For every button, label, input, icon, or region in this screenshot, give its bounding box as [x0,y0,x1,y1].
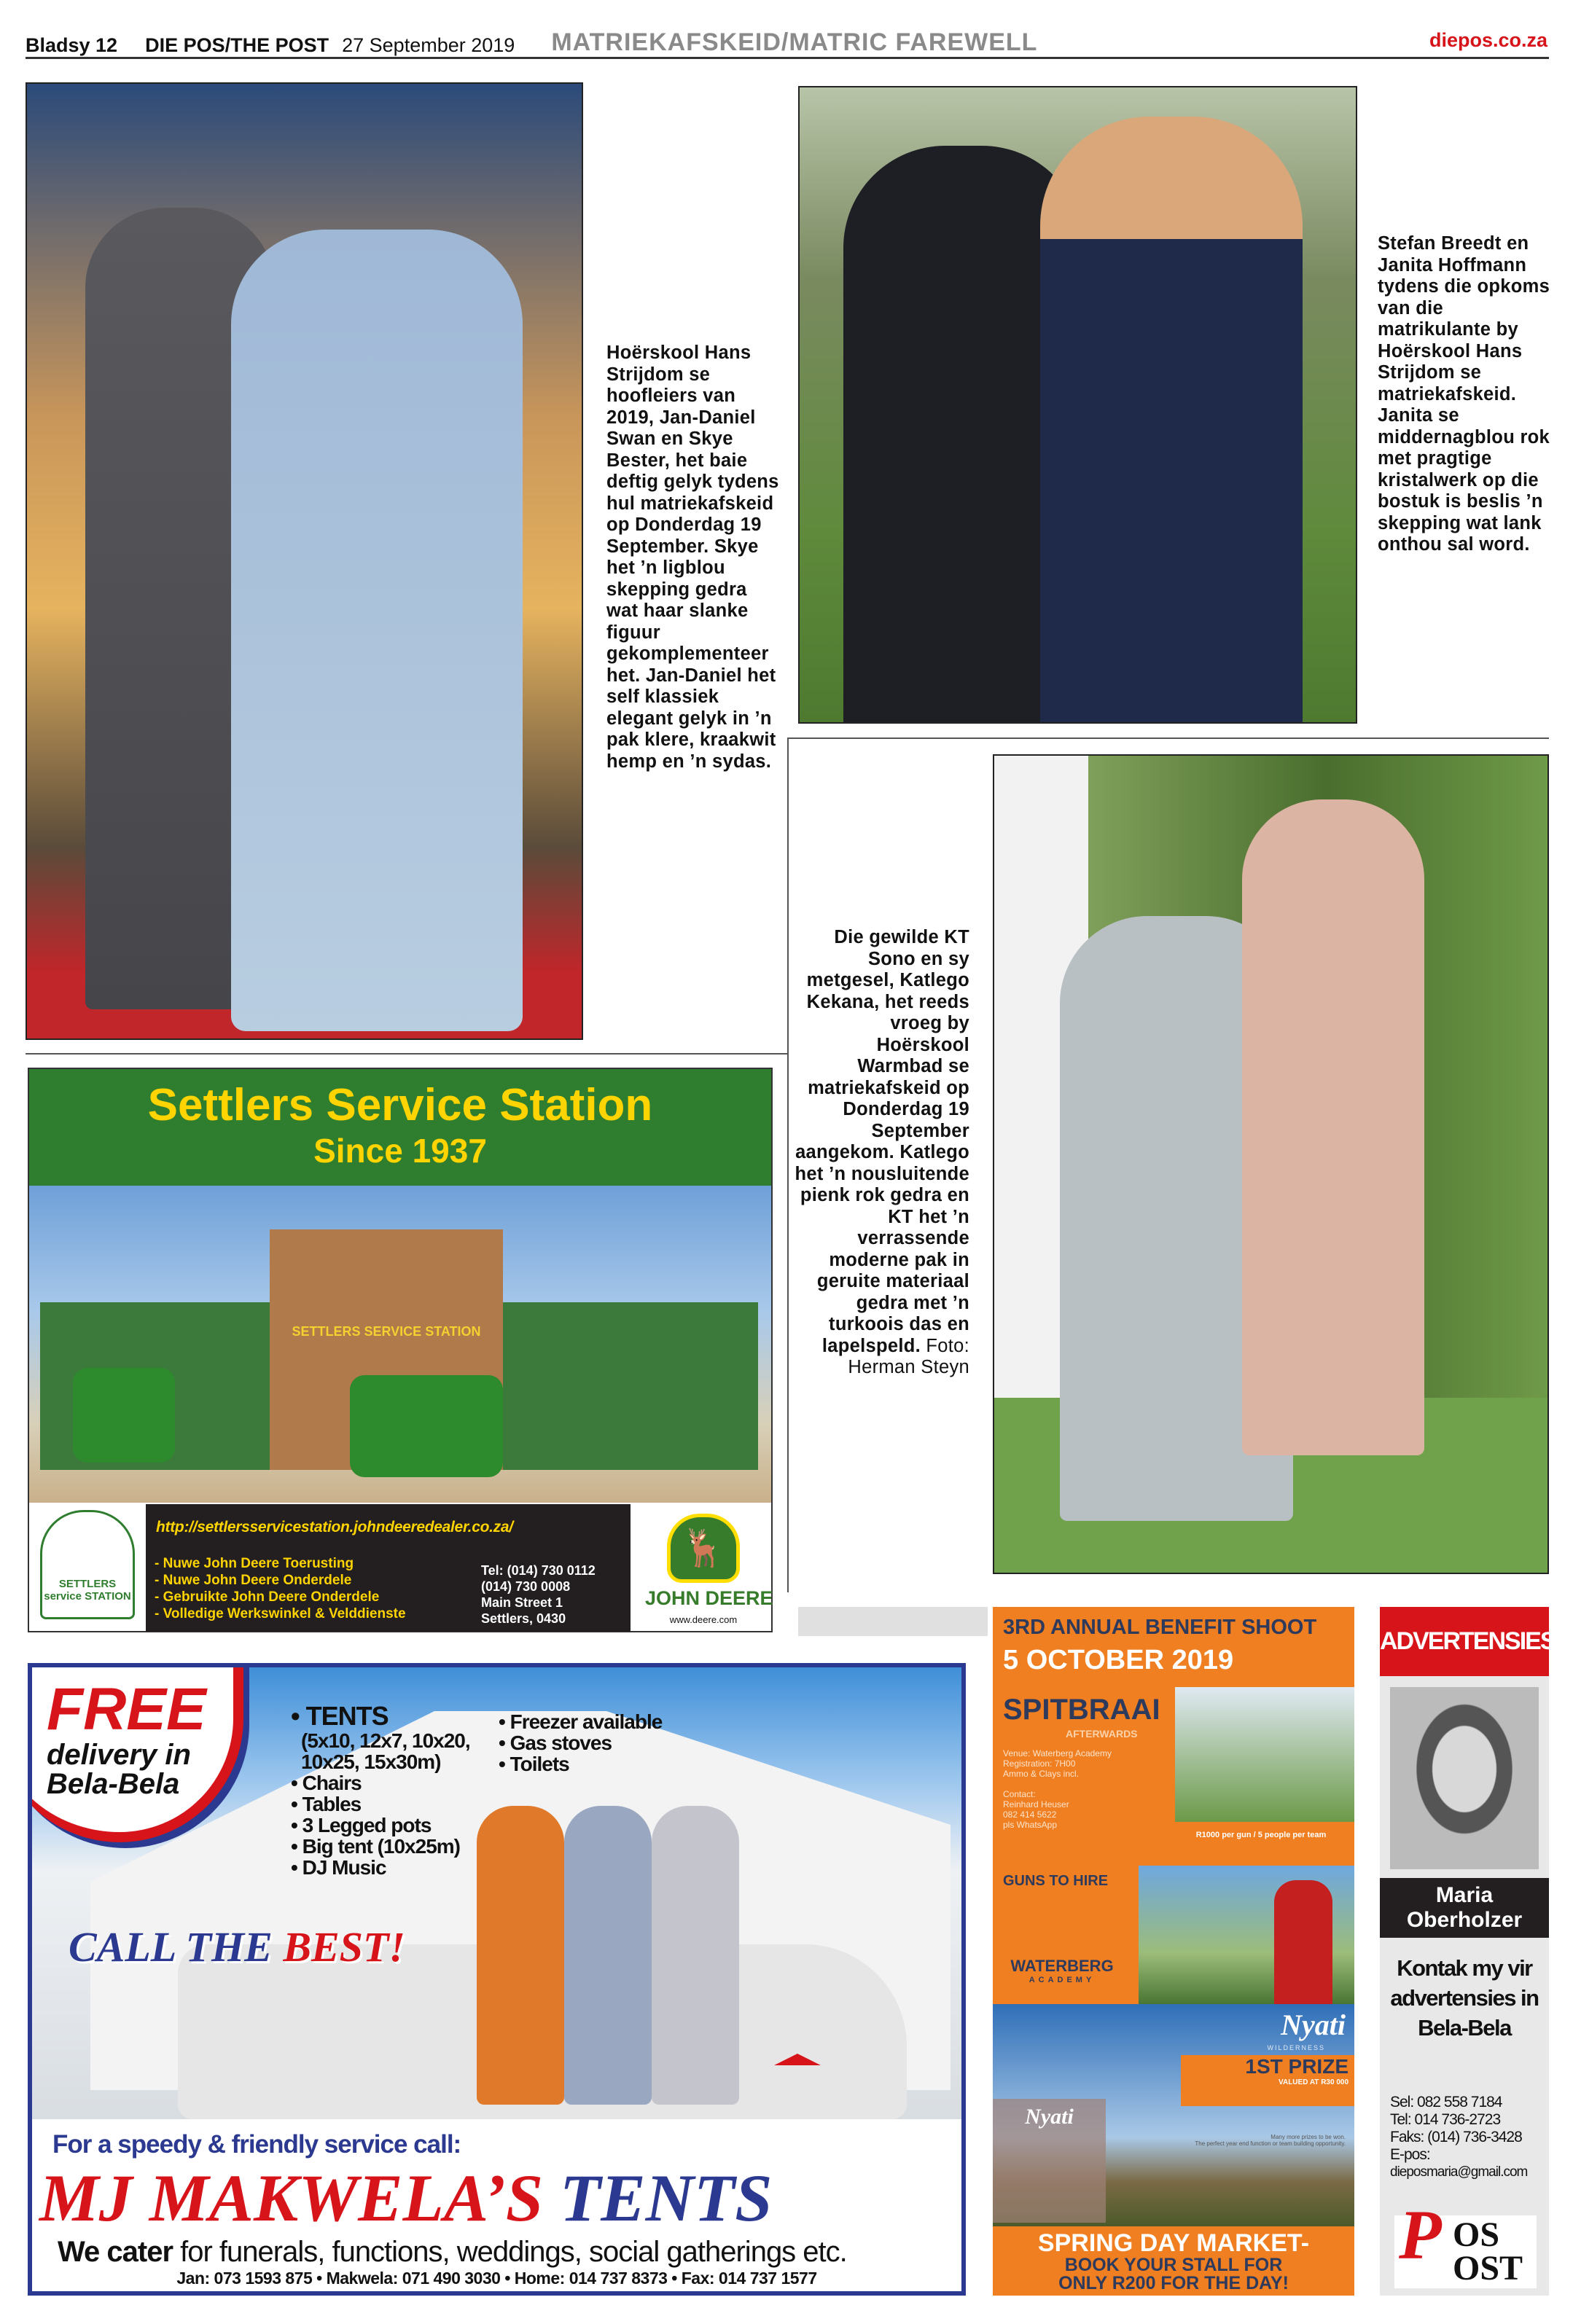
nyati-logo-2: Nyati [1025,2105,1074,2129]
cater-bold: We cater [58,2236,173,2268]
business-name [39,2159,772,2237]
business-name-blue: TENTS [560,2161,773,2235]
caption-text: Die gewilde KT Sono en sy metgesel, Katlego Kekana, het reeds vroeg by Hoërskool Warmbad se matriekafskeid op Donderdag 19 September aangekom. Katlego het ’n nousluitende pienk rok gedra en KT het ’n verrassende moderne pak in geruite materiaal gedra met ’n turkoois das en lapelspeld. [795,927,969,1356]
wilderness: WILDERNESS [1267,2044,1325,2051]
nyati-lodge-box [993,2099,1106,2223]
spitbraai: SPITBRAAI [1003,1694,1160,1726]
more-prizes [1195,2134,1346,2147]
divider [787,738,789,1592]
business-name-red: MJ MAKWELA’S [39,2161,544,2235]
photo-stefan-janita [798,86,1357,724]
caption-stefan-janita: Stefan Breedt en Janita Hoffmann tydens die opkoms van die matrikulante by Hoërskool Hans Strijdom se matriekafskeid. Janita se middernagblou rok met pragtige kristalwerk op die bostuk is beslis ’n skepping wat lank onthou sal word. [1378,233,1550,555]
benefit-shoot-ad [993,1607,1354,2296]
woman-figure [1242,799,1424,1455]
services-list-left: • TENTS (5x10, 12x7, 10x20, 10x25, 15x30m) • Chairs • Tables • 3 Legged pots • Big tent (10x25m) • DJ Music [291,1702,488,1878]
shoot-title: 3RD ANNUAL BENEFIT SHOOT [1003,1616,1317,1639]
guns-to-hire: GUNS TO HIRE [1003,1873,1109,1889]
settlers-header [29,1069,771,1186]
settlers-since: Since 1937 [313,1132,487,1170]
advertising-agent [1380,1607,1556,2296]
young-woman-figure [1040,117,1303,724]
prize-value: VALUED AT R30 000 [1279,2078,1348,2086]
settlers-title: Settlers Service Station [147,1080,653,1130]
caption-kt-katlego [795,927,969,1379]
agent-photo [1390,1687,1539,1869]
advertensies-header: ADVERTENSIES [1380,1607,1549,1676]
agent-tel: Tel: 014 736-2723 [1390,2111,1501,2128]
list-item: Big tent (10x25m) [302,1835,460,1858]
caption-hoofleiers: Hoërskool Hans Strijdom se hoofleiers van 2019, Jan-Daniel Swan en Skye Bester, het baie deftig gelyk tydens hul matriekafskeid op Donderdag 19 September. Skye het ’n ligblou skepping gedra wat haar slanke figuur gekomplementeer het. Jan-Daniel het self klassiek elegant gelyk in ’n pak klere, kraakwit hemp en ’n sydas. [606,343,779,772]
list-item: Freezer available [510,1710,663,1733]
young-woman-figure [231,230,523,1031]
venue-line: Registration: 7H00 [1003,1758,1076,1769]
shooter-figure [1274,1880,1332,2011]
services-list-right: • Freezer available • Gas stoves • Toilets [499,1710,663,1775]
market-price: ONLY R200 FOR THE DAY! [1058,2273,1289,2293]
best-text: BEST! [283,1923,405,1971]
person-figure [652,1806,739,2105]
academy-sub: ACADEMY [1028,1976,1096,1984]
speedy-service: For a speedy & friendly service call: [52,2130,461,2159]
contact-line: Settlers, 0430 [481,1611,566,1626]
venue-line: Ammo & Clays incl. [1003,1769,1080,1779]
cater-line [58,2236,847,2269]
market-book: BOOK YOUR STALL FOR [1064,2255,1283,2275]
website-link[interactable]: diepos.co.za [1429,29,1547,51]
brand-url[interactable]: www.deere.com [669,1614,738,1625]
contact-line: 082 414 5622 [1003,1809,1057,1820]
tractor [350,1375,503,1477]
nyati-logo: Nyati [1281,2008,1346,2041]
station-photo [29,1186,771,1503]
settlers-info-box [146,1504,631,1632]
list-item: Tables [302,1793,362,1815]
academy-name: WATERBERG [1010,1957,1114,1975]
contact-line: Contact: [1003,1789,1036,1799]
settlers-logo: SETTLERS service STATION [40,1510,135,1619]
agent-name: Maria Oberholzer [1380,1878,1549,1938]
tents-ad [28,1663,966,2296]
section-title: MATRIEKAFSKEID/MATRIC FAREWELL [551,28,1038,56]
market-title: SPRING DAY MARKET- [1037,2229,1310,2257]
prize-title: 1ST PRIZE [1245,2055,1348,2078]
divider [26,1053,787,1055]
agent-email-label: E-pos: [1390,2146,1430,2163]
call-the-best [69,1922,405,1971]
list-item: Toilets [510,1753,569,1775]
contact-line: Tel: (014) 730 0112 [481,1563,596,1578]
list-item: Chairs [302,1772,362,1794]
service-item: - Nuwe John Deere Toerusting [155,1556,354,1571]
agent-fax: Faks: (014) 736-3428 [1390,2129,1522,2145]
list-item: DJ Music [302,1856,386,1879]
person-figure [477,1806,564,2105]
shooter-photo [1175,1687,1354,1822]
agent-details [1390,2094,1527,2181]
service-item: - Volledige Werkswinkel & Velddienste [155,1606,406,1621]
header-rule [26,57,1549,59]
empty-block [798,1607,988,1636]
divider [787,738,1549,739]
settlers-url[interactable]: http://settlersservicestation.johndeeredealer.co.za/ [156,1519,513,1535]
brand-name: JOHN DEERE [645,1587,773,1609]
photo-kt-katlego [993,754,1549,1574]
prize-box [1181,2055,1354,2106]
contact-line: pls WhatsApp [1003,1820,1058,1830]
contact-line: (014) 730 0008 [481,1579,571,1594]
free-label: FREE [47,1676,206,1742]
phone-numbers: Jan: 073 1593 875 • Makwela: 071 490 3030 • Home: 014 737 8373 • Fax: 014 737 1577 [176,2269,817,2288]
market-banner [993,2230,1354,2293]
service-item: - Gebruikte John Deere Onderdele [155,1589,380,1605]
person-figure [564,1806,652,2105]
photo-hoofleiers [26,82,583,1040]
settlers-ad [28,1068,773,1632]
contact-line: Reinhard Heuser [1003,1799,1069,1809]
agent-pitch: Kontak my vir advertensies in Bela-Bela [1390,1955,1539,2041]
station-sign: SETTLERS SERVICE STATION [292,1324,481,1339]
cater-rest: for funerals, functions, weddings, social gatherings etc. [173,2236,847,2268]
contact-line: Main Street 1 [481,1595,563,1610]
list-item: TENTS [305,1701,389,1731]
venue-line: Venue: Waterberg Academy [1003,1748,1112,1758]
list-item: (5x10, 12x7, 10x20, 10x25, 15x30m) [301,1729,470,1773]
shooter-photo-2 [1139,1866,1354,2011]
more-line: Many more prizes to be won. [1270,2134,1346,2140]
shoot-date: 5 OCTOBER 2019 [1003,1645,1234,1675]
tractor [73,1368,175,1463]
settlers-services [155,1555,406,1622]
photo-credit: Foto: Herman Steyn [848,1335,969,1377]
list-item: 3 Legged pots [302,1814,432,1836]
agent-email[interactable]: dieposmaria@gmail.com [1390,2164,1528,2180]
service-item: - Nuwe John Deere Onderdele [155,1573,352,1588]
perfect-line: The perfect year end function or team building opportunity. [1195,2140,1346,2147]
delivery-label: delivery in Bela-Bela [47,1739,191,1800]
venue-info [1003,1748,1112,1830]
settlers-contact [481,1562,596,1627]
paper-name: DIE POS/THE POST [145,34,329,56]
page-header [26,28,1037,57]
call-the-text: CALL THE [69,1923,273,1971]
die-pos-logo: P OS OST [1394,2215,1537,2288]
agent-cell: Sel: 082 558 7184 [1390,2094,1502,2110]
afterwards: AFTERWARDS [1066,1728,1138,1740]
list-item: Gas stoves [510,1732,612,1754]
price-note: R1000 per gun / 5 people per team [1195,1831,1327,1839]
john-deere-logo [645,1514,773,1625]
nyati-photo [993,2004,1354,2226]
issue-date: 27 September 2019 [342,34,515,56]
page-number: Bladsy 12 [26,34,118,56]
waterberg-logo [1007,1957,1117,1984]
deer-icon: 🦌 [667,1514,740,1583]
